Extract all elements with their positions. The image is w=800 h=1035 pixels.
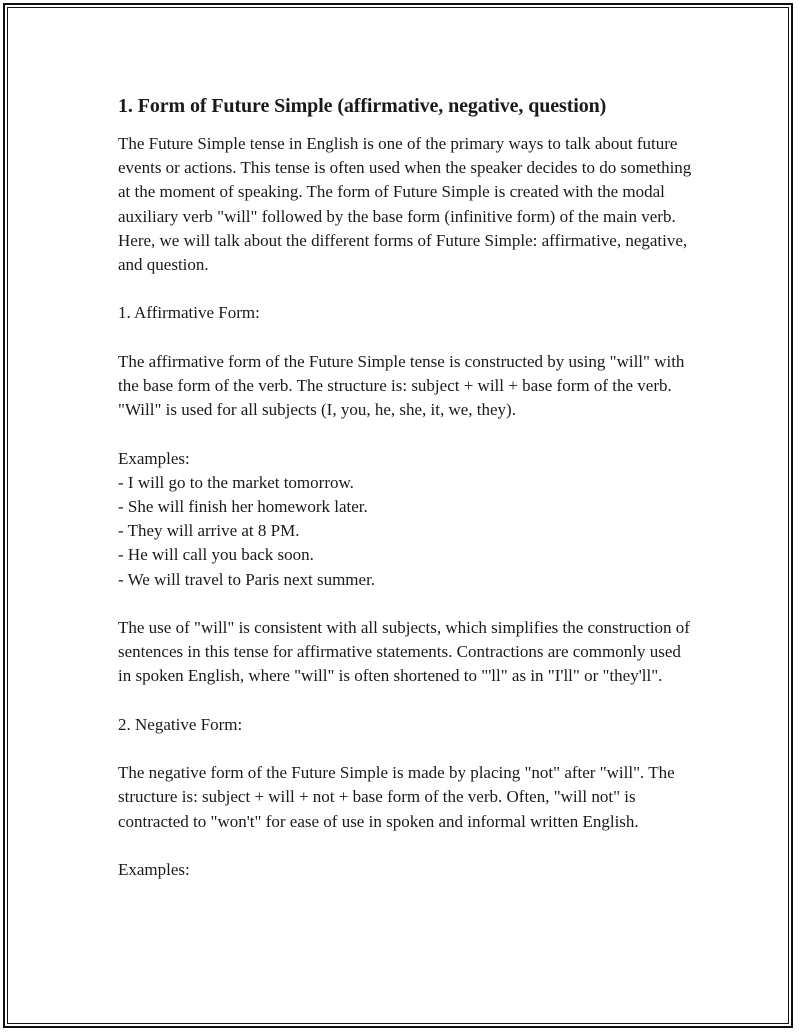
negative-examples-label: Examples: xyxy=(118,859,190,879)
negative-description: The negative form of the Future Simple is made by placing "not" after "will". The structure is: subject + will + not + base form of the verb. Often, "will not" is contracted to "won't" for ease of use in spoken and informal written English. xyxy=(118,763,675,831)
affirmative-description: The affirmative form of the Future Simple tense is constructed by using "will" with the base form of the verb. The structure is: subject + will + base form of the verb. "Will" is used for all subjects (I, you, he, she, it, we, they). xyxy=(118,351,685,420)
section-heading: 1. Form of Future Simple (affirmative, negative, question) xyxy=(118,95,607,117)
list-item: - We will travel to Paris next summer. xyxy=(118,569,376,589)
list-item: - She will finish her homework later. xyxy=(118,497,368,516)
list-item: - They will arrive at 8 PM. xyxy=(118,521,300,541)
affirmative-title: 1. Affirmative Form: xyxy=(118,303,260,323)
affirmative-examples-label: Examples: xyxy=(118,448,190,468)
intro-paragraph: The Future Simple tense in English is one of the primary ways to talk about future events or actions. This tense is often used when the speaker decides to do something at the moment of speaking. The form of Future Simple is created with the modal auxiliary verb "will" followed by the base form (infinitive form) of the main verb. Here, we will talk about the different forms of Future Simple: affirmative, negative, and question. xyxy=(118,134,692,275)
list-item: - I will go to the market tomorrow. xyxy=(118,472,354,492)
document-body xyxy=(118,94,698,882)
negative-title: 2. Negative Form: xyxy=(118,714,243,734)
list-item: - He will call you back soon. xyxy=(118,545,314,565)
affirmative-note: The use of "will" is consistent with all subjects, which simplifies the construction of sentences in this tense for affirmative statements. Contractions are commonly used in spoken English, where "will" is often shortened to "'ll" as in "I'll" or "they'll". xyxy=(118,618,690,686)
affirmative-examples-list xyxy=(118,471,698,592)
